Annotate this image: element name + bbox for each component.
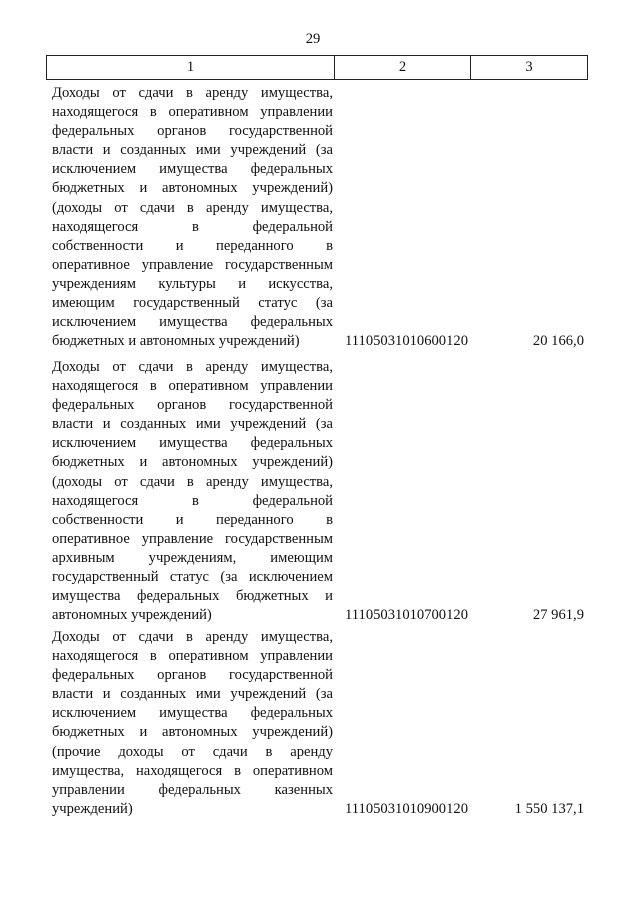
row-description	[52, 358, 333, 625]
description-line: автономных учреждений)	[52, 607, 212, 624]
description-line: Доходы от сдачи в аренду имущества,	[52, 85, 333, 101]
header-col-1: 1	[47, 56, 335, 79]
description-line: бюджетных и автономных учреждений)	[52, 454, 333, 471]
description-line: (доходы от сдачи в аренду имущества,	[52, 473, 333, 490]
description-line: бюджетных и автономных учреждений)	[52, 180, 333, 197]
amount: 1 550 137,1	[514, 800, 584, 817]
header-col-3: 3	[525, 59, 533, 75]
description-line: оперативное управление государственным	[52, 256, 333, 273]
description-line: учреждений)	[52, 800, 133, 817]
description-line: государственный статус (за исключением	[52, 569, 333, 586]
table-row	[52, 358, 588, 625]
description-line: собственности и переданного в	[52, 511, 333, 528]
table-row	[52, 84, 588, 351]
description-line: власти и созданных ими учреждений (за	[52, 142, 333, 159]
description-line: собственности и переданного в	[52, 237, 333, 254]
description-line: исключением имущества федеральных	[52, 705, 333, 722]
description-line: федеральных органов государственной	[52, 123, 333, 140]
description-line: учреждениям культуры и искусства,	[52, 275, 333, 292]
description-line: находящегося в федеральной	[52, 218, 333, 235]
description-line: бюджетных и автономных учреждений)	[52, 333, 300, 350]
description-line: имущества, находящегося в оперативном	[52, 762, 333, 779]
description-line: (прочие доходы от сдачи в аренду	[52, 743, 333, 760]
description-line: (доходы от сдачи в аренду имущества,	[52, 199, 333, 216]
description-line: находящегося в оперативном управлении	[52, 378, 333, 395]
description-line: бюджетных и автономных учреждений)	[52, 724, 333, 741]
description-line: федеральных органов государственной	[52, 667, 333, 684]
budget-code: 11105031010600120	[345, 333, 468, 350]
description-line: имущества федеральных бюджетных и	[52, 588, 333, 605]
description-line: федеральных органов государственной	[52, 397, 333, 414]
row-description	[52, 628, 333, 819]
description-line: находящегося в федеральной	[52, 492, 333, 509]
description-line: власти и созданных ими учреждений (за	[52, 416, 333, 433]
description-line: находящегося в оперативном управлении	[52, 104, 333, 121]
description-line: управлении федеральных казенных	[52, 781, 333, 798]
description-line: власти и созданных ими учреждений (за	[52, 686, 333, 703]
table-header	[46, 55, 588, 80]
table-row	[52, 628, 588, 819]
description-line: Доходы от сдачи в аренду имущества,	[52, 359, 333, 375]
description-line: исключением имущества федеральных	[52, 161, 333, 178]
amount: 27 961,9	[532, 607, 584, 624]
row-description	[52, 84, 333, 351]
description-line: имеющим государственный статус (за	[52, 295, 333, 312]
description-line: оперативное управление государственным	[52, 530, 333, 547]
description-line: исключением имущества федеральных	[52, 314, 333, 331]
description-line: Доходы от сдачи в аренду имущества,	[52, 629, 333, 645]
description-line: архивным учреждениям, имеющим	[52, 549, 333, 566]
page-number: 29	[305, 31, 321, 47]
budget-code: 11105031010900120	[345, 800, 468, 817]
budget-code: 11105031010700120	[345, 607, 468, 624]
description-line: исключением имущества федеральных	[52, 435, 333, 452]
description-line: находящегося в оперативном управлении	[52, 648, 333, 665]
amount: 20 166,0	[532, 333, 584, 350]
header-col-2: 2	[335, 56, 471, 79]
